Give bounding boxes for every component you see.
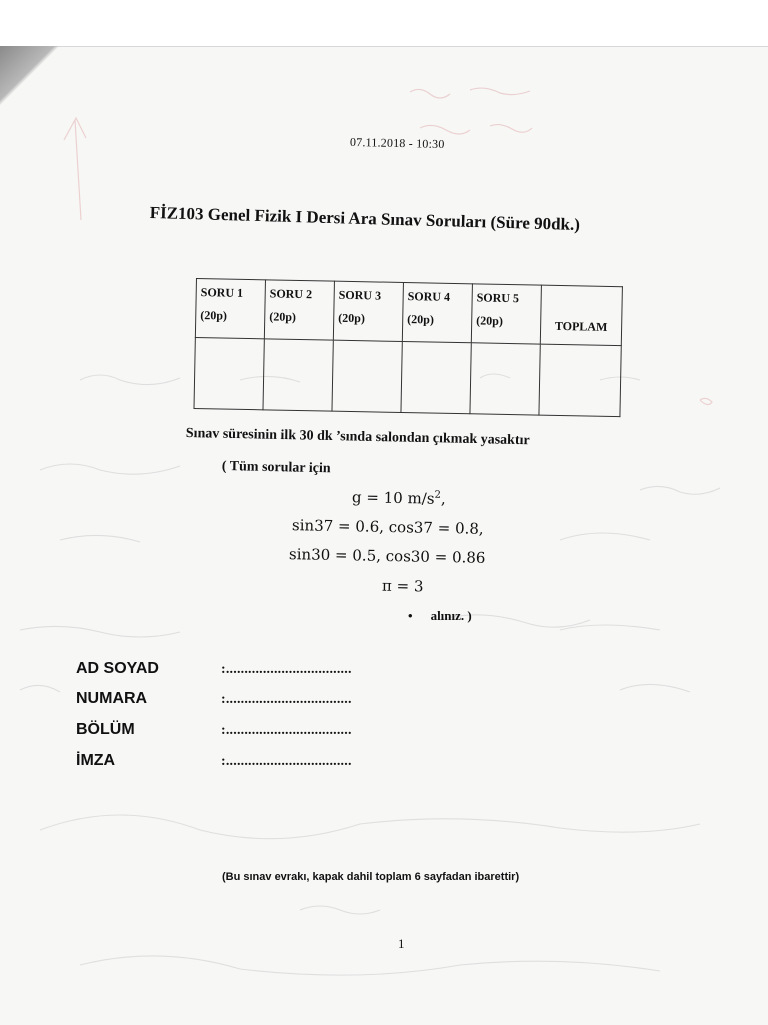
exam-rule: Sınav süresinin ilk 30 dk ’sında salondan çıkmak yasaktır bbox=[185, 426, 530, 449]
exam-date: 07.11.2018 - 10:30 bbox=[349, 134, 445, 152]
sin30-cos30-values: sin30 = 0.5, cos30 = 0.86 bbox=[288, 545, 486, 567]
name-field: AD SOYAD :.................................. bbox=[76, 660, 352, 677]
constants-intro: ( Tüm sorular için bbox=[221, 459, 331, 477]
exam-title: FİZ103 Genel Fizik I Dersi Ara Sınav Soruları (Süre 90dk.) bbox=[149, 203, 581, 235]
name-field-blank: :.................................. bbox=[221, 662, 352, 677]
folded-corner bbox=[0, 46, 60, 106]
score-cell-3 bbox=[332, 340, 402, 412]
bullet-mark: • bbox=[408, 608, 413, 623]
score-column-4: SORU 4 (20p) bbox=[402, 282, 472, 342]
score-column-1: SORU 1 (20p) bbox=[195, 279, 265, 339]
score-cell-total bbox=[539, 344, 621, 417]
score-table-header-row bbox=[195, 279, 622, 346]
department-field: BÖLÜM :.................................. bbox=[76, 721, 352, 738]
score-table bbox=[193, 278, 622, 417]
gravity-constant: g = 10 $m/s^2$, bbox=[351, 488, 446, 508]
signature-field-blank: :.................................. bbox=[221, 754, 352, 769]
constants-outro: • alınız. ) bbox=[408, 608, 472, 623]
pi-value: π = 3 bbox=[381, 576, 424, 596]
score-cell-2 bbox=[263, 339, 333, 411]
page-number: 1 bbox=[398, 936, 405, 951]
signature-field: İMZA :.................................. bbox=[76, 752, 352, 769]
score-column-2: SORU 2 (20p) bbox=[264, 280, 334, 340]
score-cell-5 bbox=[470, 343, 540, 415]
number-field: NUMARA :.................................. bbox=[76, 690, 352, 707]
department-field-blank: :.................................. bbox=[221, 723, 352, 738]
score-column-total: TOPLAM bbox=[540, 285, 622, 346]
sin37-cos37-values: sin37 = 0.6, cos37 = 0.8, bbox=[291, 516, 484, 538]
number-field-blank: :.................................. bbox=[221, 692, 352, 707]
score-table-entry-row bbox=[194, 337, 621, 416]
scan-background bbox=[0, 0, 768, 46]
score-cell-4 bbox=[401, 341, 471, 413]
score-column-3: SORU 3 (20p) bbox=[333, 281, 403, 341]
score-cell-1 bbox=[194, 337, 264, 409]
page-count-note: (Bu sınav evrakı, kapak dahil toplam 6 sayfadan ibarettir) bbox=[222, 871, 520, 883]
score-column-5: SORU 5 (20p) bbox=[471, 284, 541, 344]
